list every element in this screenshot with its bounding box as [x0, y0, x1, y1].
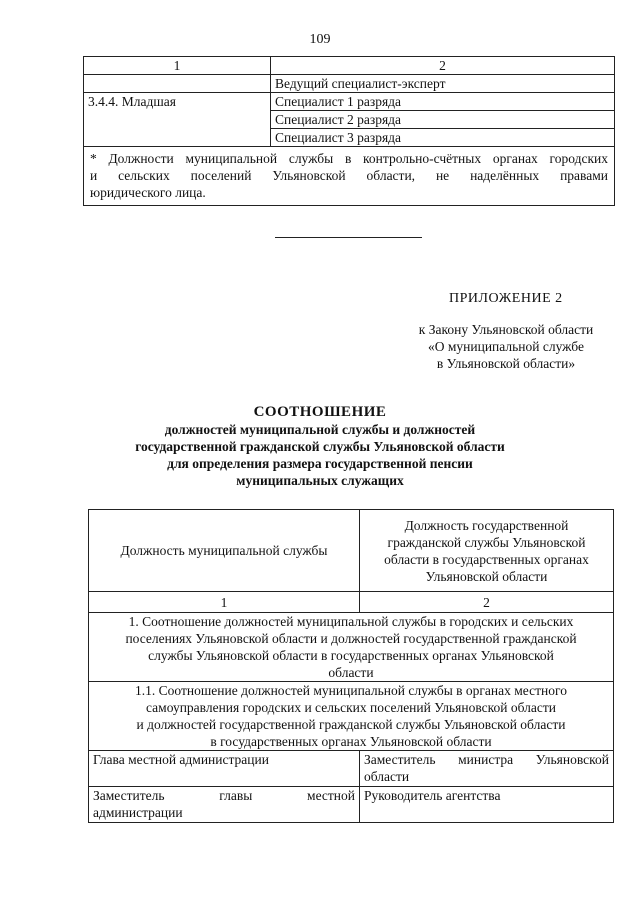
col-number-2: 2 [271, 57, 615, 75]
section-1-title: 1. Соотношение должностей муниципальной службы в городских и сельских поселениях Ульяновской области и должностей государственной гражданской службы Ульяновской области в государственных органах Ульяновской области [89, 613, 614, 682]
row-state-position: Руководитель агентства [360, 787, 614, 823]
appendix-reference: к Закону Ульяновской области «О муниципальной службе в Ульяновской области» [418, 322, 594, 371]
empty-cell [84, 75, 271, 93]
footnote: * Должности муниципальной службы в контрольно-счётных органах городских и сельских поселений Ульяновской области, не наделённых правами юридического лица. [84, 147, 615, 206]
position-cell: Специалист 2 разряда [271, 111, 615, 129]
section-1-1-title: 1.1. Соотношение должностей муниципальной службы в органах местного самоуправления городских и сельских поселений Ульяновской области и должностей государственной гражданской службы Ульяновской области в государственных органах Ульяновской области [89, 682, 614, 751]
row-municipal-position: Заместитель главы местной администрации [89, 787, 360, 823]
col-number-1: 1 [84, 57, 271, 75]
position-cell: Специалист 1 разряда [271, 93, 615, 111]
row-municipal-position: Глава местной администрации [89, 751, 360, 787]
header-municipal-position: Должность муниципальной службы [89, 510, 360, 592]
document-heading: СООТНОШЕНИЕ должностей муниципальной службы и должностей государственной гражданской службы Ульяновской области для определения размера государственной пенсии муниципальных служащих [0, 404, 640, 489]
separator-line [275, 237, 422, 238]
appendix-title: ПРИЛОЖЕНИЕ 2 [449, 291, 563, 306]
header-state-position: Должность государственной гражданской службы Ульяновской области в государственных органах Ульяновской области [360, 510, 614, 592]
page-number: 109 [309, 32, 331, 47]
top-table [83, 56, 615, 206]
main-table [88, 509, 614, 823]
heading-title: СООТНОШЕНИЕ [253, 404, 387, 420]
position-cell: Специалист 3 разряда [271, 129, 615, 147]
group-label: 3.4.4. Младшая [84, 93, 271, 147]
row-state-position: Заместитель министра Ульяновской области [360, 751, 614, 787]
col-number-1: 1 [89, 592, 360, 613]
position-cell: Ведущий специалист-эксперт [271, 75, 615, 93]
col-number-2: 2 [360, 592, 614, 613]
